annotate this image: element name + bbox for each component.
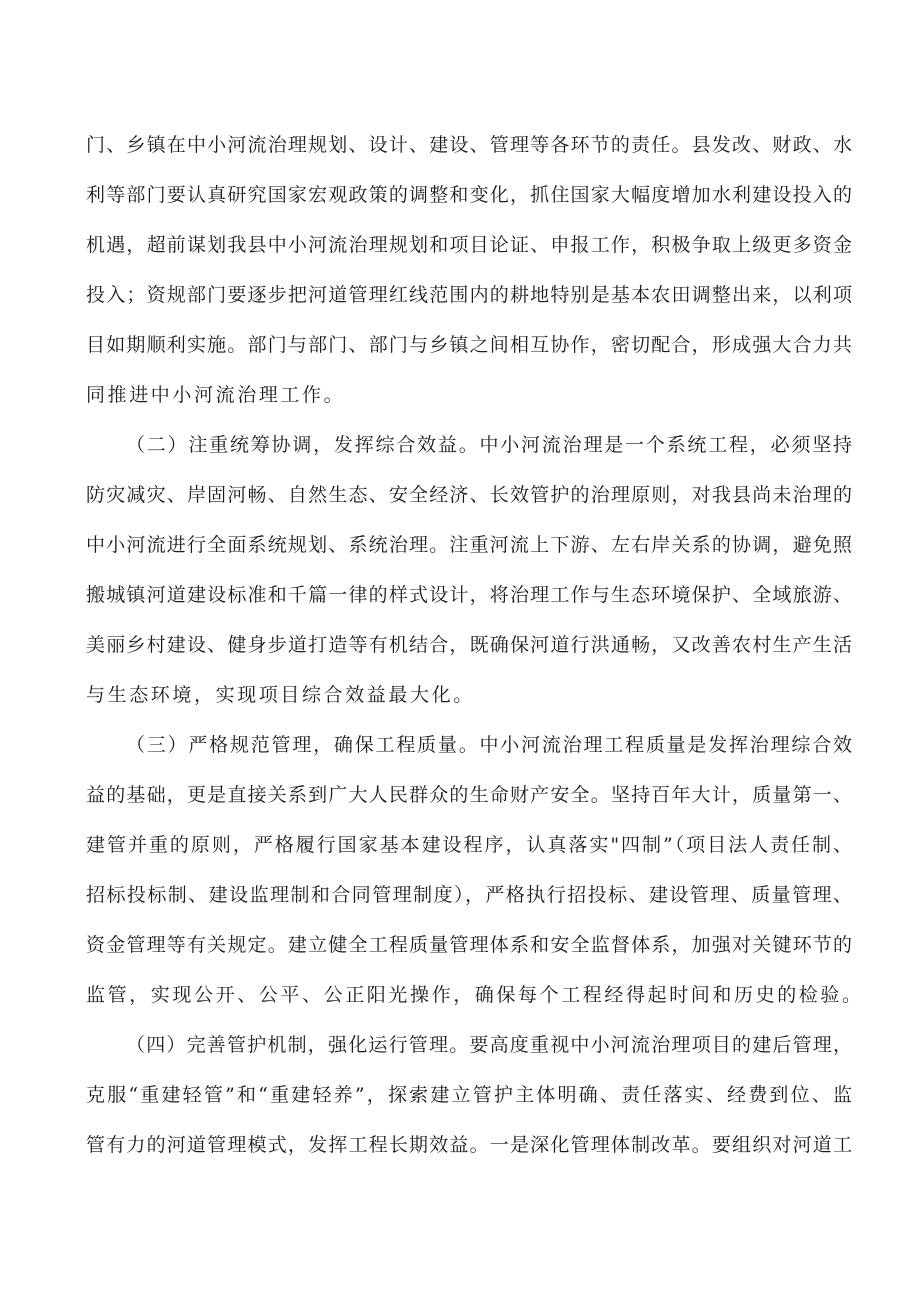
paragraph-2-line-4: 搬城镇河道建设标准和千篇一律的样式设计，将治理工作与生态环境保护、全域旅游、 — [86, 584, 852, 606]
paragraph-1-line-4: 投入；资规部门要逐步把河道管理红线范围内的耕地特别是基本农田调整出来，以利项 — [86, 284, 852, 306]
paragraph-2-line-5: 美丽乡村建设、健身步道打造等有机结合，既确保河道行洪通畅，又改善农村生产生活 — [86, 634, 852, 656]
paragraph-3-line-4: 招标投标制、建设监理制和合同管理制度），严格执行招投标、建设管理、质量管理、 — [86, 884, 852, 906]
paragraph-1-line-3: 机遇，超前谋划我县中小河流治理规划和项目论证、申报工作，积极争取上级更多资金 — [86, 234, 852, 256]
paragraph-2-line-6: 与生态环境，实现项目综合效益最大化。 — [86, 684, 475, 706]
paragraph-1-line-5: 目如期顺利实施。部门与部门、部门与乡镇之间相互协作，密切配合，形成强大合力共 — [86, 334, 852, 356]
paragraph-1-line-2: 利等部门要认真研究国家宏观政策的调整和变化，抓住国家大幅度增加水利建设投入的 — [86, 184, 852, 206]
paragraph-3-line-3: 建管并重的原则，严格履行国家基本建设程序，认真落实"四制”（项目法人责任制、 — [86, 834, 852, 856]
paragraph-3-line-6: 监管，实现公开、公平、公正阳光操作，确保每个工程经得起时间和历史的检验。 — [86, 984, 864, 1006]
paragraph-3-line-5: 资金管理等有关规定。建立健全工程质量管理体系和安全监督体系，加强对关键环节的 — [86, 934, 852, 956]
paragraph-1-line-1: 门、乡镇在中小河流治理规划、设计、建设、管理等各环节的责任。县发改、财政、水 — [86, 134, 852, 156]
paragraph-1-line-6: 同推进中小河流治理工作。 — [86, 384, 346, 406]
paragraph-2-line-3: 中小河流进行全面系统规划、系统治理。注重河流上下游、左右岸关系的协调，避免照 — [86, 534, 852, 556]
paragraph-2-line-1: （二）注重统筹协调，发挥综合效益。中小河流治理是一个系统工程，必须坚持 — [126, 434, 852, 456]
paragraph-4-line-1: （四）完善管护机制，强化运行管理。要高度重视中小河流治理项目的建后管理， — [126, 1034, 852, 1056]
paragraph-4-line-2: 克服“重建轻管”和“重建轻养”，探索建立管护主体明确、责任落实、经费到位、监 — [86, 1084, 852, 1106]
paragraph-3-line-2: 益的基础，更是直接关系到广大人民群众的生命财产安全。坚持百年大计，质量第一、 — [86, 784, 852, 806]
paragraph-2-line-2: 防灾减灾、岸固河畅、自然生态、安全经济、长效管护的治理原则，对我县尚未治理的 — [86, 484, 852, 506]
paragraph-3-line-1: （三）严格规范管理，确保工程质量。中小河流治理工程质量是发挥治理综合效 — [126, 734, 852, 756]
paragraph-4-line-3: 管有力的河道管理模式，发挥工程长期效益。一是深化管理体制改革。要组织对河道工 — [86, 1134, 852, 1156]
